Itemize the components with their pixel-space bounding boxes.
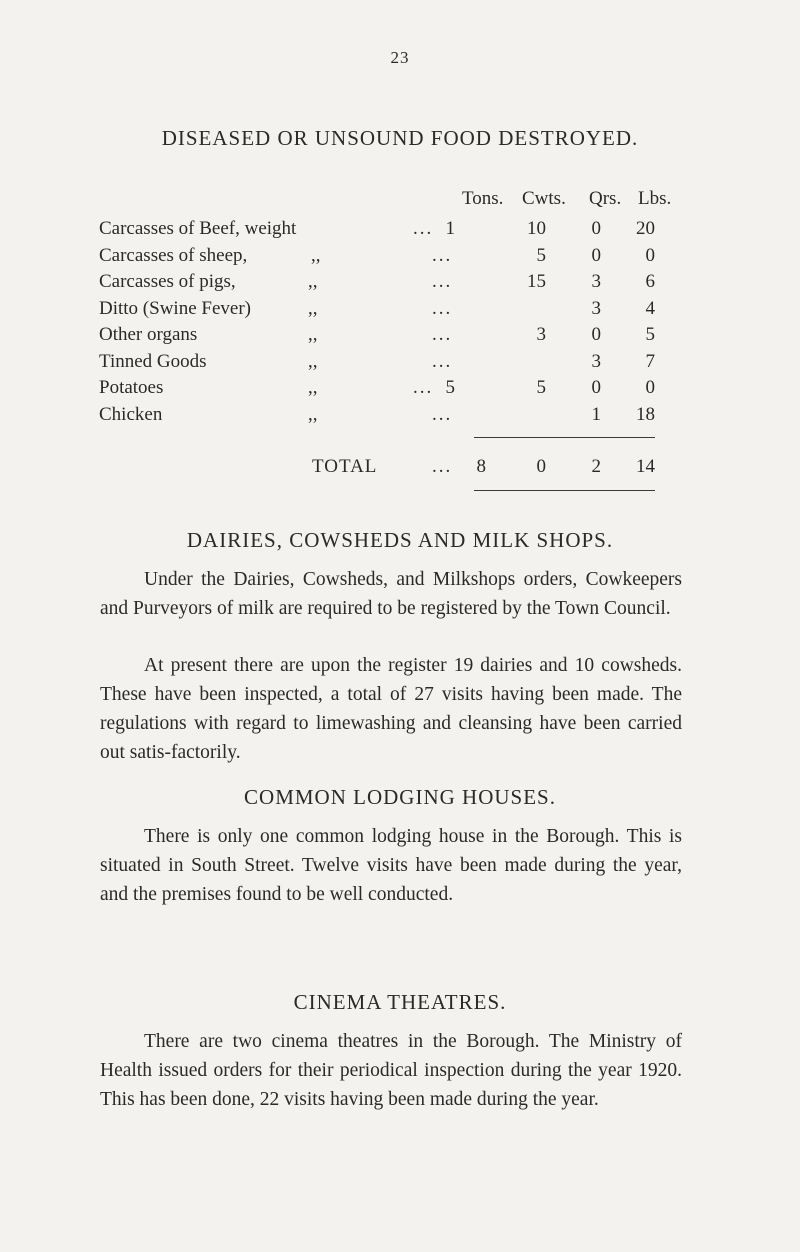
cell-qrs: 1 <box>591 403 601 425</box>
col-head-qrs: Qrs. <box>589 188 622 209</box>
cell-lbs: 0 <box>645 244 655 266</box>
row-leader: ... <box>413 377 434 398</box>
cell-lbs: 5 <box>645 324 655 345</box>
cell-qrs: 0 <box>591 377 601 398</box>
heading-diseased-food: DISEASED OR UNSOUND FOOD DESTROYED. <box>161 126 639 150</box>
row-leader: ... <box>432 271 453 292</box>
ditto-mark: ,, <box>308 350 318 372</box>
cell-lbs: 7 <box>645 350 655 372</box>
row-leader: ... <box>432 244 453 266</box>
ditto-mark: ,, <box>308 403 318 425</box>
total-qrs: 2 <box>591 456 601 477</box>
cell-lbs: 4 <box>645 297 655 319</box>
lodging-paragraph: There is only one common lodging house in the Borough. This is situated in South Street. Twelve visits have been made during the year, and the premises found to be well conducted. <box>100 826 682 905</box>
food-destroyed-table <box>0 0 800 510</box>
ditto-mark: ,, <box>311 244 321 266</box>
page-number: 23 <box>390 48 410 67</box>
ditto-mark: ,, <box>308 297 318 319</box>
cell-tons: 1 <box>445 218 455 239</box>
row-leader: ... <box>432 350 453 372</box>
row-leader: ... <box>432 297 453 319</box>
cell-qrs: 3 <box>591 297 601 319</box>
row-label: Chicken <box>99 403 163 425</box>
cell-cwts: 15 <box>527 271 546 292</box>
cell-qrs: 0 <box>591 218 601 239</box>
ditto-mark: ,, <box>308 377 318 398</box>
cell-cwts: 3 <box>536 324 546 345</box>
total-rule-bottom <box>474 490 655 491</box>
row-label: Carcasses of pigs, <box>99 271 236 292</box>
row-leader: ... <box>413 218 434 239</box>
row-label: Other organs <box>99 324 198 345</box>
cell-lbs: 20 <box>636 218 655 239</box>
cell-lbs: 18 <box>636 403 655 425</box>
col-head-lbs: Lbs. <box>638 188 672 209</box>
cell-cwts: 5 <box>536 377 546 398</box>
row-label: Potatoes <box>99 377 164 398</box>
heading-dairies: DAIRIES, COWSHEDS AND MILK SHOPS. <box>186 528 614 552</box>
cell-qrs: 3 <box>591 350 601 372</box>
cell-tons: 5 <box>445 377 455 398</box>
dairies-paragraph-1: Under the Dairies, Cowsheds, and Milkshops orders, Cowkeepers and Purveyors of milk are required to be registered by the Town Council. <box>100 569 682 619</box>
row-leader: ... <box>432 324 453 345</box>
ditto-mark: ,, <box>308 271 318 292</box>
total-lbs: 14 <box>636 456 655 477</box>
cell-qrs: 0 <box>591 324 601 345</box>
total-tons: 8 <box>476 456 486 477</box>
dairies-paragraph-2: At present there are upon the register 19 dairies and 10 cowsheds. These have been inspected, a total of 27 visits having been made. The regulations with regard to limewashing and cleansing have been carried out satis-factorily. <box>100 655 682 763</box>
row-leader: ... <box>432 403 453 425</box>
cell-cwts: 5 <box>536 244 546 266</box>
row-label: Ditto (Swine Fever) <box>99 297 251 319</box>
cell-lbs: 0 <box>645 377 655 398</box>
col-head-tons: Tons. <box>462 188 504 209</box>
cinema-paragraph: There are two cinema theatres in the Borough. The Ministry of Health issued orders for their periodical inspection during the year 1920. This has been done, 22 visits having been made during the year. <box>100 1031 682 1110</box>
total-leader: ... <box>432 456 453 477</box>
row-label: Carcasses of Beef, weight <box>99 218 297 239</box>
heading-lodging-houses: COMMON LODGING HOUSES. <box>244 785 556 809</box>
row-label: Carcasses of sheep, <box>99 244 248 266</box>
cell-cwts: 10 <box>527 218 546 239</box>
cell-qrs: 0 <box>591 244 601 266</box>
total-cwts: 0 <box>536 456 546 477</box>
cell-qrs: 3 <box>591 271 601 292</box>
cell-lbs: 6 <box>645 271 655 292</box>
col-head-cwts: Cwts. <box>522 188 566 209</box>
heading-cinema-theatres: CINEMA THEATRES. <box>293 990 507 1014</box>
row-label: Tinned Goods <box>99 350 207 372</box>
total-rule-top <box>474 437 655 438</box>
total-label: TOTAL <box>312 456 378 477</box>
ditto-mark: ,, <box>308 324 318 345</box>
